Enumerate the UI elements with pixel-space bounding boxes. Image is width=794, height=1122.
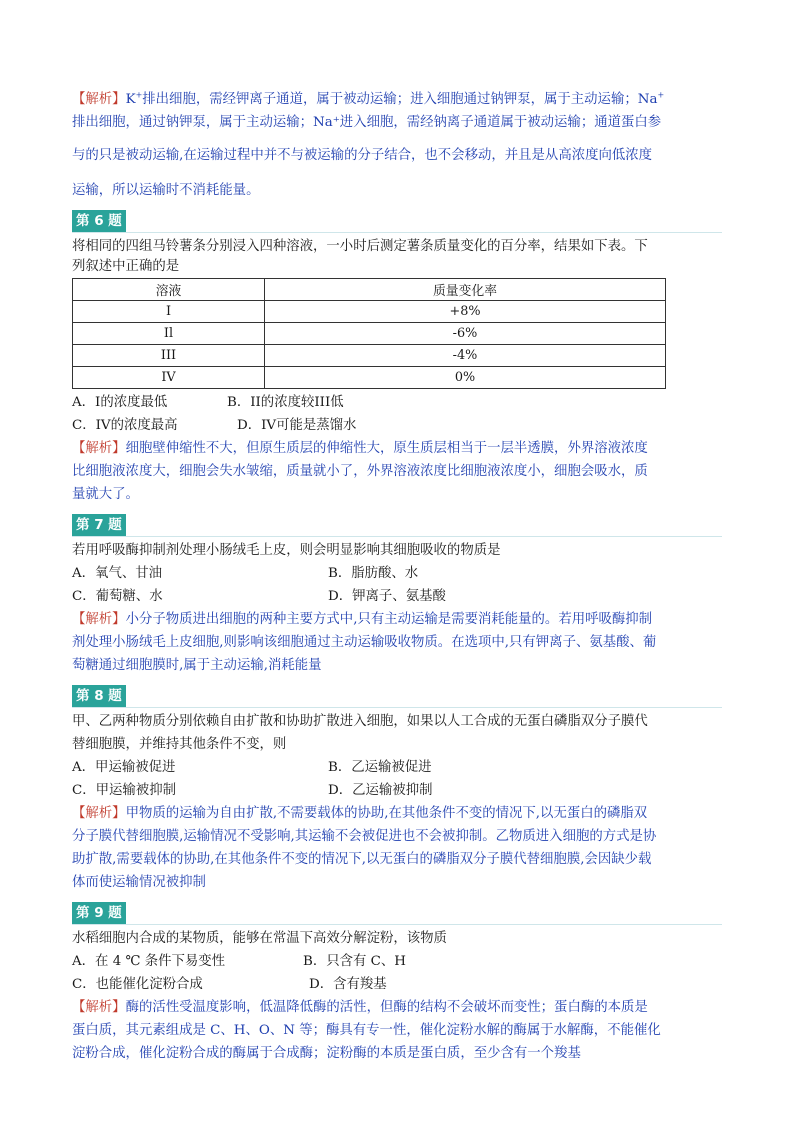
table-row [73,345,666,367]
option-b: B．II的浓度较III低 [227,395,344,410]
table-header-cell: 质量变化率 [265,279,666,301]
question-header [72,902,722,925]
option-c: C．也能催化淀粉合成 [72,977,203,992]
option-d: D．IV可能是蒸馏水 [237,418,357,433]
table-cell: -4% [265,345,666,367]
intro-explanation [72,88,722,202]
option-b: B．脂肪酸、水 [328,566,419,581]
explanation-line: 【解析】K+排出细胞，需经钾离子通道，属于被动运输；进入细胞通过钠钾泵，属于主动运输；Na+ [72,90,665,107]
question-stem: 甲、乙两种物质分别依赖自由扩散和协助扩散进入细胞，如果以人工合成的无蛋白磷脂双分子膜代 [72,714,648,729]
option-d: D．钾离子、氨基酸 [328,589,446,604]
document-page [72,88,722,1065]
option-a: A．在 4 ℃ 条件下易变性 [72,954,226,969]
explanation-tag: 【解析】 [72,441,126,456]
data-table [72,278,666,389]
option-b: B．只含有 C、H [303,954,406,969]
option-a: A．I的浓度最低 [72,395,168,410]
options-row [72,585,722,608]
table-cell: +8% [265,301,666,323]
option-b: B．乙运输被促进 [328,760,432,775]
question-stem: 水稻细胞内合成的某物质，能够在常温下高效分解淀粉，该物质 [72,931,447,946]
explanation-line: 体而使运输情况被抑制 [72,875,206,890]
question-header [72,685,722,708]
explanation-line: 分子膜代替细胞膜,运输情况不受影响,其运输不会被促进也不会被抑制。乙物质进入细胞的方式是协 [72,829,657,844]
explanation-line: 运输，所以运输时不消耗能量。 [72,183,260,198]
explanation-tag: 【解析】 [72,806,126,821]
table-row [73,323,666,345]
explanation-tag: 【解析】 [72,1000,126,1015]
explanation-line: 比细胞液浓度大，细胞会失水皱缩，质量就小了，外界溶液浓度比细胞液浓度小，细胞会吸水，质 [72,464,648,479]
explanation-line: 剂处理小肠绒毛上皮细胞,则影响该细胞通过主动运输吸收物质。在选项中,只有钾离子、氨基酸、葡 [72,635,657,650]
explanation-line: 蛋白质，其元素组成是 C、H、O、N 等；酶具有专一性，催化淀粉水解的酶属于水解酶，不能催化 [72,1023,661,1038]
options-row [72,950,722,973]
option-a: A．甲运输被促进 [72,760,176,775]
explanation-line: 萄糖通过细胞膜时,属于主动运输,消耗能量 [72,658,322,673]
explanation-line: 量就大了。 [72,487,139,502]
options-row [72,414,722,437]
explanation-line: 与的只是被动运输,在运输过程中并不与被运输的分子结合，也不会移动，并且是从高浓度向低浓度 [72,148,653,163]
question-6 [72,210,722,506]
table-cell: IV [73,367,265,389]
option-d: D．乙运输被抑制 [328,783,433,798]
options-row [72,779,722,802]
options-row [72,562,722,585]
question-stem: 列叙述中正确的是 [72,259,180,274]
table-cell: -6% [265,323,666,345]
table-cell: 0% [265,367,666,389]
table-row [73,367,666,389]
question-header [72,514,722,537]
question-label: 第 9 题 [72,902,126,924]
question-9 [72,902,722,1065]
explanation-line: 【解析】细胞壁伸缩性不大，但原生质层的伸缩性大，原生质层相当于一层半透膜，外界溶液浓度 [72,441,648,456]
options-row [72,391,722,414]
explanation-tag: 【解析】 [72,612,126,627]
question-label: 第 8 题 [72,685,126,707]
explanation-tag: 【解析】 [72,92,126,107]
option-c: C．甲运输被抑制 [72,783,176,798]
table-header-row [73,279,666,301]
explanation-line: 【解析】酶的活性受温度影响，低温降低酶的活性，但酶的结构不会破坏而变性；蛋白酶的本质是 [72,1000,648,1015]
explanation-line: 排出细胞，通过钠钾泵，属于主动运输；Na⁺进入细胞，需经钠离子通道属于被动运输；通道蛋白参 [72,115,662,130]
table-header-cell: 溶液 [73,279,265,301]
table-cell: I [73,301,265,323]
question-7 [72,514,722,677]
question-stem: 将相同的四组马铃薯条分别浸入四种溶液，一小时后测定薯条质量变化的百分率，结果如下表。下 [72,239,648,254]
options-row [72,973,722,996]
explanation-line: 【解析】甲物质的运输为自由扩散,不需要载体的协助,在其他条件不变的情况下,以无蛋白的磷脂双 [72,806,648,821]
table-row [73,301,666,323]
question-8 [72,685,722,894]
option-c: C．IV的浓度最高 [72,418,178,433]
explanation-line: 助扩散,需要载体的协助,在其他条件不变的情况下,以无蛋白的磷脂双分子膜代替细胞膜,会因缺少载 [72,852,652,867]
explanation-line: 淀粉合成，催化淀粉合成的酶属于合成酶；淀粉酶的本质是蛋白质，至少含有一个羧基 [72,1046,581,1061]
options-row [72,756,722,779]
option-c: C．葡萄糖、水 [72,589,163,604]
option-a: A．氧气、甘油 [72,566,163,581]
question-header [72,210,722,233]
table-cell: III [73,345,265,367]
table-cell: Il [73,323,265,345]
explanation-line: 【解析】小分子物质进出细胞的两种主要方式中,只有主动运输是需要消耗能量的。若用呼吸酶抑制 [72,612,653,627]
option-d: D．含有羧基 [309,977,387,992]
question-label: 第 6 题 [72,210,126,232]
question-label: 第 7 题 [72,514,126,536]
question-stem: 替细胞膜，并维持其他条件不变，则 [72,737,287,752]
question-stem: 若用呼吸酶抑制剂处理小肠绒毛上皮，则会明显影响其细胞吸收的物质是 [72,543,501,558]
